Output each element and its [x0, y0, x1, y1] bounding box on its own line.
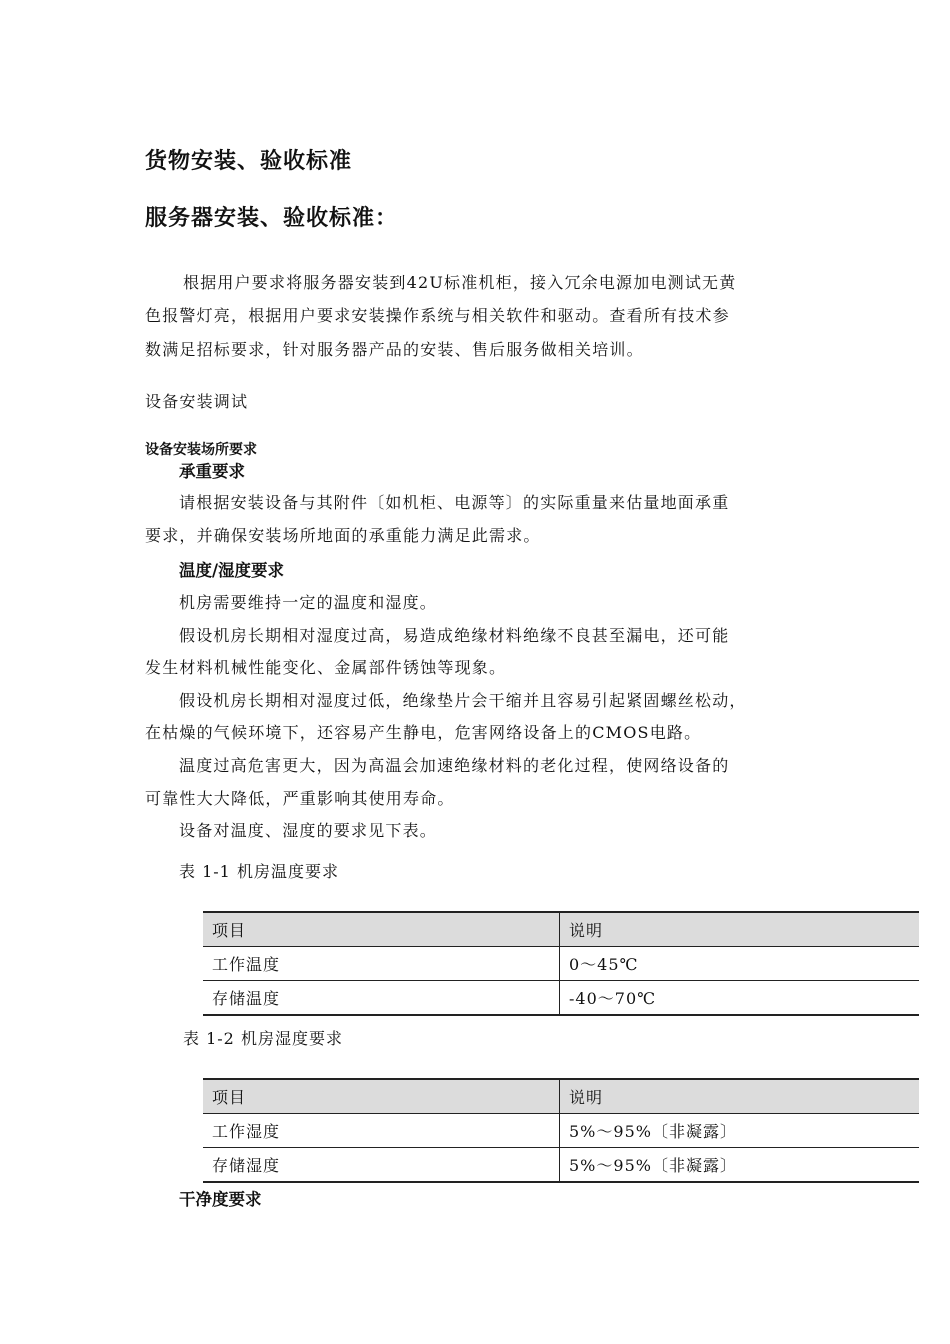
temp-humidity-p4-line1: 温度过高危害更大，因为高温会加速绝缘材料的老化过程，使网络设备的 — [179, 756, 730, 775]
temp-humidity-title: 温度/湿度要求 — [179, 561, 285, 580]
table-row — [203, 947, 919, 981]
table-cell-item: 工作温度 — [203, 947, 560, 981]
temp-humidity-p1: 机房需要维持一定的温度和湿度。 — [179, 593, 438, 612]
temp-humidity-p3-line1: 假设机房长期相对湿度过低，绝缘垫片会干缩并且容易引起紧固螺丝松动， — [179, 691, 747, 710]
table-cell-item: 存储温度 — [203, 981, 560, 1016]
table-row — [203, 981, 919, 1016]
table-cell-item: 工作湿度 — [203, 1114, 560, 1148]
table-cell-desc: 5%～95%〔非凝露〕 — [560, 1114, 920, 1148]
cleanliness-title: 干净度要求 — [179, 1190, 262, 1209]
temp-humidity-p2-line2: 发生材料机械性能变化、金属部件锈蚀等现象。 — [145, 658, 507, 677]
table-row — [203, 1114, 919, 1148]
table-header-desc: 说明 — [560, 1079, 920, 1114]
table-header-item: 项目 — [203, 1079, 560, 1114]
temp-humidity-p2-line1: 假设机房长期相对湿度过高，易造成绝缘材料绝缘不良甚至漏电，还可能 — [179, 626, 730, 645]
table-cell-desc: -40～70℃ — [560, 981, 920, 1016]
heading-goods-install: 货物安装、验收标准 — [145, 149, 353, 174]
site-requirements-title: 设备安装场所要求 — [145, 442, 257, 458]
table-1-caption: 表 1-1 机房温度要求 — [179, 862, 339, 881]
load-requirements-title: 承重要求 — [179, 462, 245, 481]
load-line-2: 要求，并确保安装场所地面的承重能力满足此需求。 — [145, 526, 541, 545]
table-header-item: 项目 — [203, 912, 560, 947]
table-cell-desc: 5%～95%〔非凝露〕 — [560, 1148, 920, 1183]
table-header-row — [203, 1079, 919, 1114]
intro-line-3: 数满足招标要求，针对服务器产品的安装、售后服务做相关培训。 — [145, 340, 644, 359]
temperature-table — [203, 911, 919, 1016]
table-row — [203, 1148, 919, 1183]
intro-line-2: 色报警灯亮，根据用户要求安装操作系统与相关软件和驱动。查看所有技术参 — [145, 306, 730, 325]
load-line-1: 请根据安装设备与其附件〔如机柜、电源等〕的实际重量来估量地面承重 — [179, 493, 730, 512]
install-debug-label: 设备安装调试 — [145, 392, 249, 411]
table-header-row — [203, 912, 919, 947]
table-cell-item: 存储湿度 — [203, 1148, 560, 1183]
heading-server-install: 服务器安装、验收标准： — [145, 206, 399, 231]
humidity-table — [203, 1078, 919, 1183]
table-cell-desc: 0～45℃ — [560, 947, 920, 981]
temp-humidity-p3-line2: 在枯燥的气候环境下，还容易产生静电，危害网络设备上的CMOS电路。 — [145, 723, 702, 742]
table-2-caption: 表 1-2 机房湿度要求 — [183, 1029, 343, 1048]
temp-humidity-p4-line2: 可靠性大大降低，严重影响其使用寿命。 — [145, 789, 455, 808]
intro-line-1: 根据用户要求将服务器安装到42U标准机柜，接入冗余电源加电测试无黄 — [183, 273, 737, 292]
table-header-desc: 说明 — [560, 912, 920, 947]
temp-humidity-p5: 设备对温度、湿度的要求见下表。 — [179, 821, 438, 840]
